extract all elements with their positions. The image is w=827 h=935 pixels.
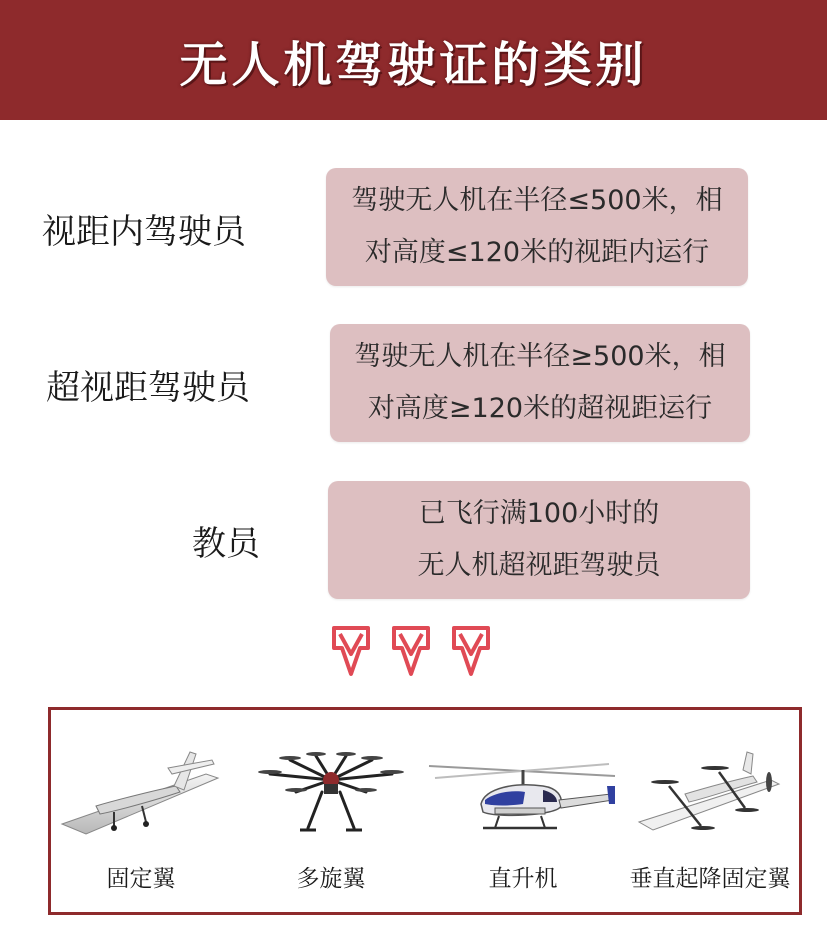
role-desc-line: 无人机超视距驾驶员 — [417, 550, 661, 581]
role-desc-line: 已飞行满100小时的 — [418, 498, 660, 529]
role-label-line-of-sight: 视距内驾驶员 — [42, 212, 246, 252]
drone-type-label: 固定翼 — [106, 866, 176, 892]
role-desc-line: 对高度≤120米的视距内运行 — [364, 237, 710, 268]
role-desc-line-of-sight — [326, 168, 748, 286]
drone-type-helicopter — [423, 710, 623, 912]
page-title: 无人机驾驶证的类别 — [179, 36, 648, 93]
fixed-wing-drone-icon — [56, 746, 226, 836]
down-arrow-icon — [394, 628, 428, 674]
drone-types-panel — [48, 707, 802, 915]
drone-type-label: 直升机 — [488, 866, 558, 892]
drone-type-fixed-wing — [51, 710, 231, 912]
down-arrow-icon — [334, 628, 368, 674]
vtol-fixed-wing-drone-icon — [635, 746, 785, 836]
role-desc-instructor — [328, 481, 750, 599]
down-arrows-icon — [330, 624, 500, 680]
multirotor-drone-icon — [256, 746, 406, 836]
drone-type-vtol — [621, 710, 799, 912]
role-desc-beyond-line-of-sight — [330, 324, 750, 442]
role-desc-line: 驾驶无人机在半径≥500米，相 — [354, 341, 726, 372]
role-desc-line: 对高度≥120米的超视距运行 — [367, 393, 713, 424]
role-label-beyond-line-of-sight: 超视距驾驶员 — [46, 368, 250, 408]
down-arrow-icon — [454, 628, 488, 674]
drone-type-label: 垂直起降固定翼 — [629, 866, 791, 892]
helicopter-drone-icon — [425, 746, 621, 836]
header-banner — [0, 0, 827, 120]
drone-type-label: 多旋翼 — [296, 866, 366, 892]
drone-type-multirotor — [251, 710, 411, 912]
role-label-instructor: 教员 — [192, 524, 260, 564]
role-desc-line: 驾驶无人机在半径≤500米，相 — [351, 185, 723, 216]
